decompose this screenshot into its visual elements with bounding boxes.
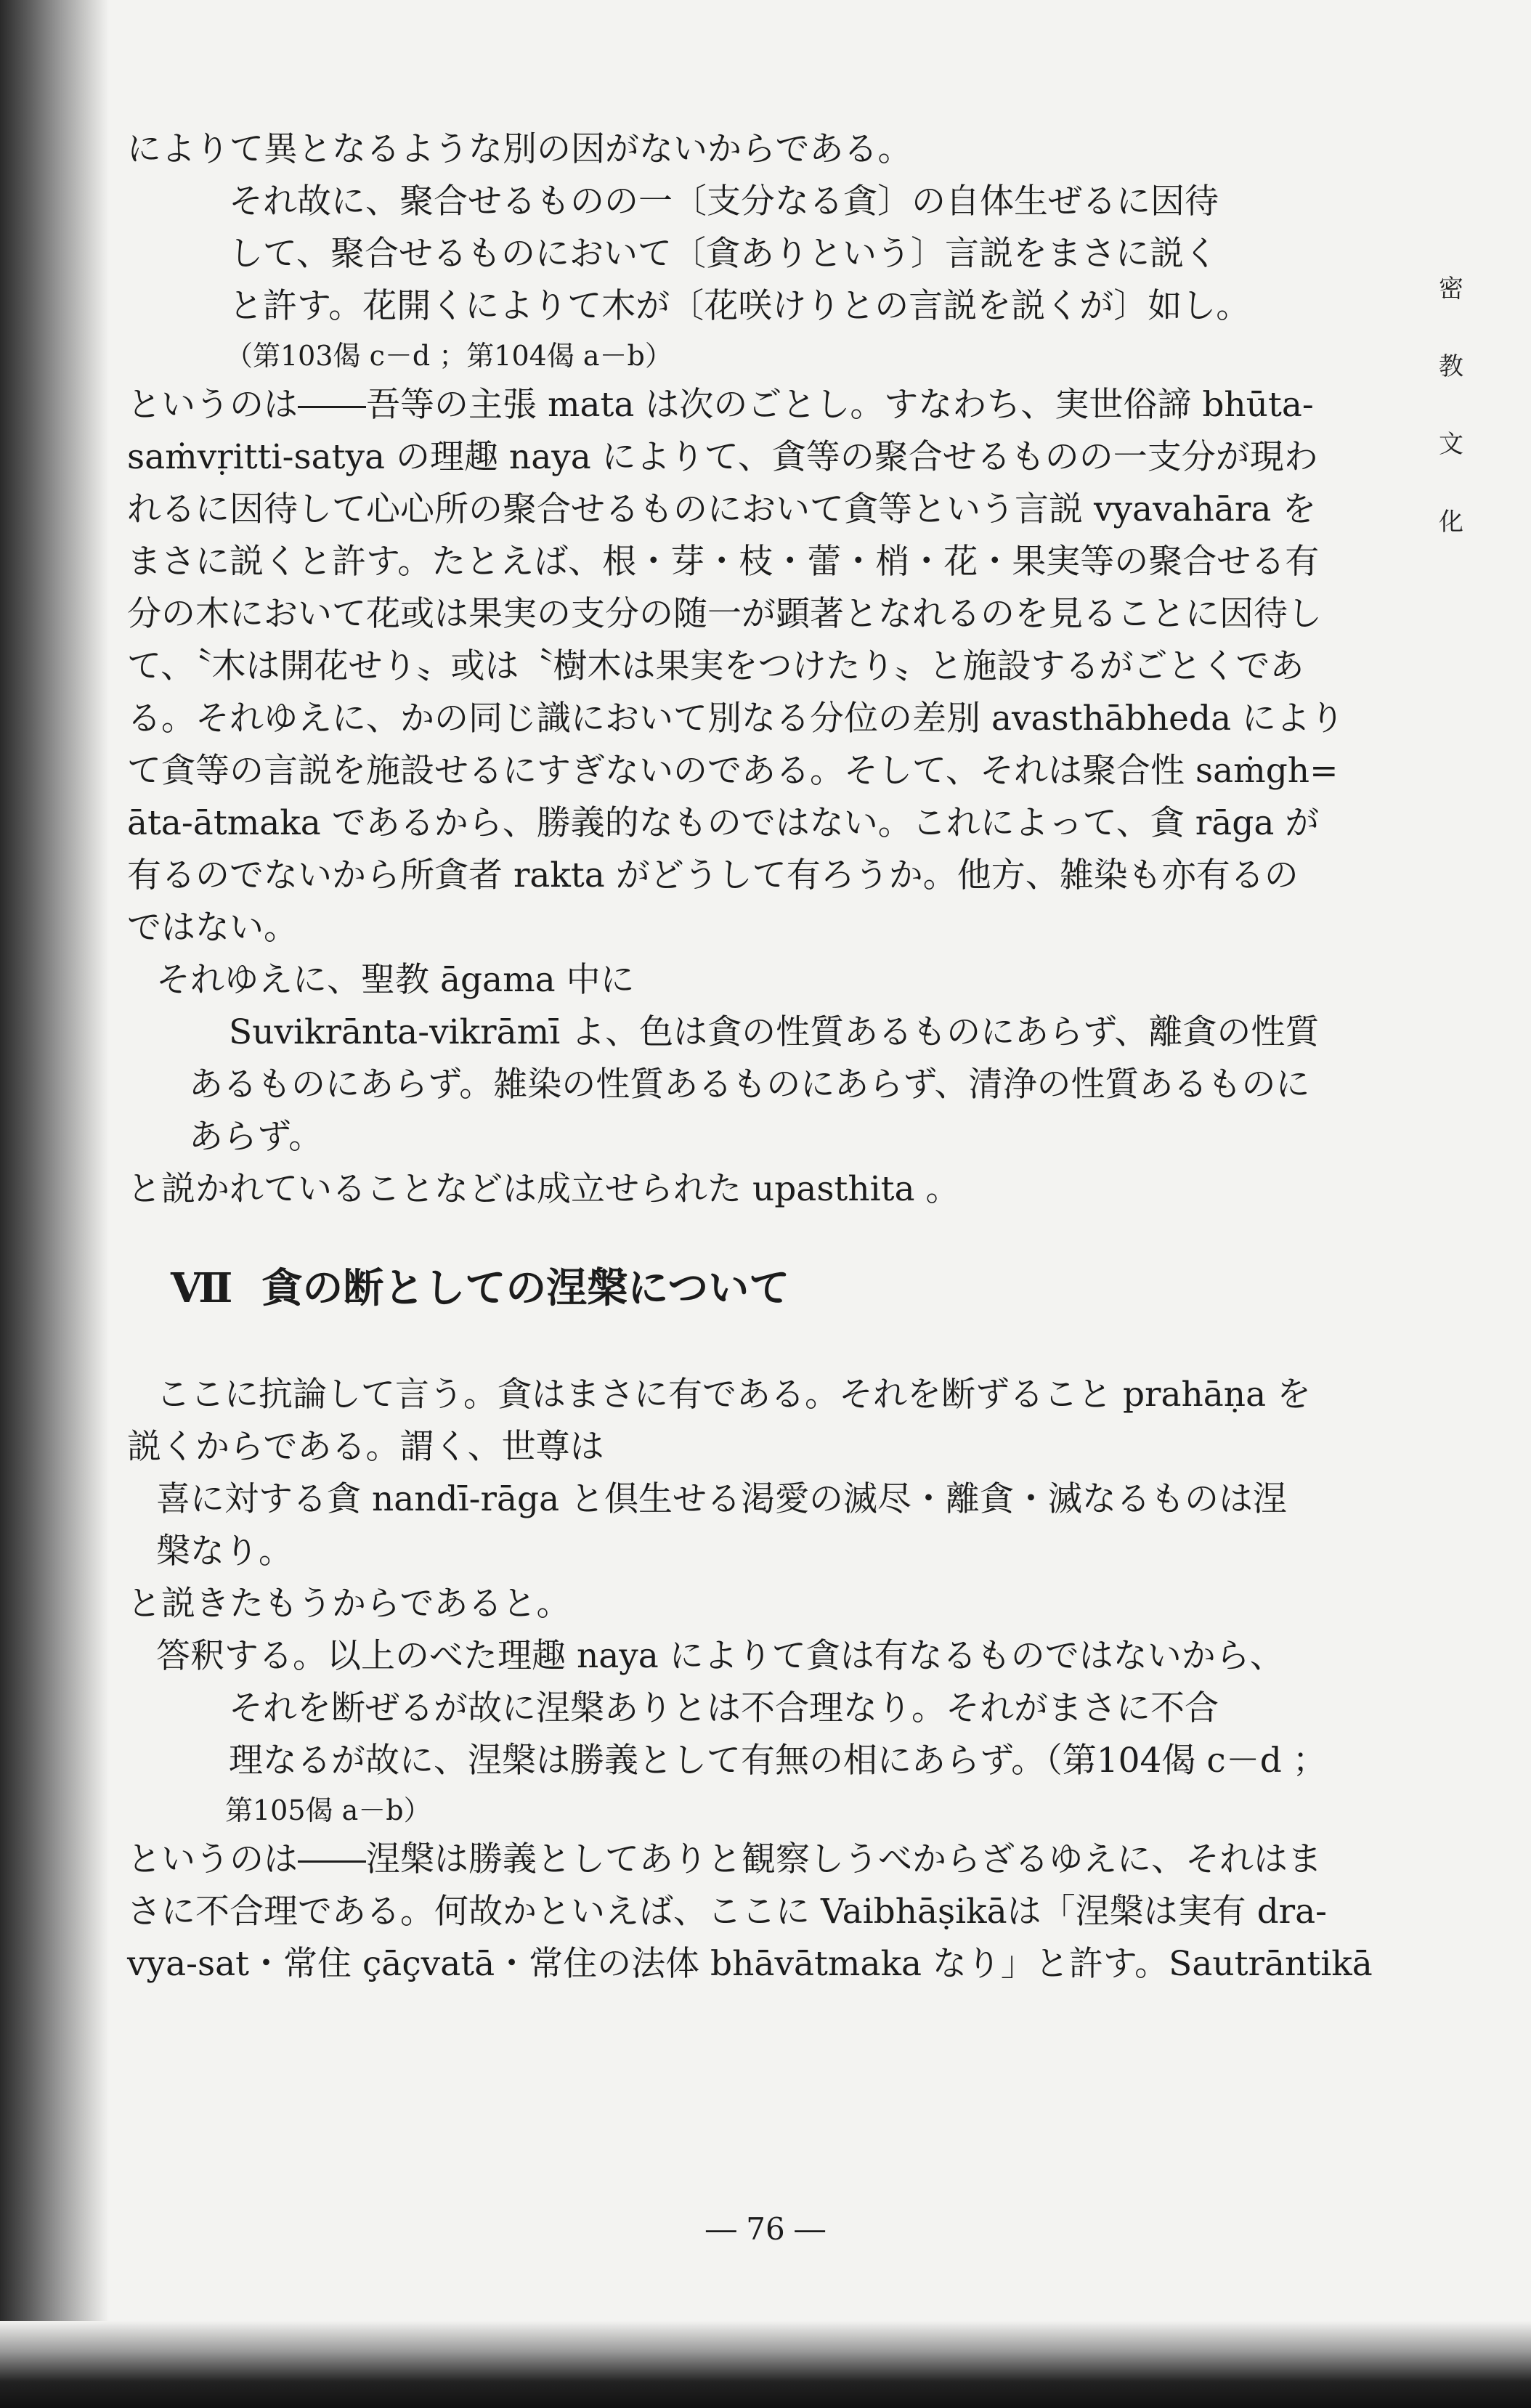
text-line: さに不合理である。何故かといえば、ここに Vaibhāṣikāは「涅槃は実有 dra- [127, 1892, 1328, 1932]
text-line: それゆえに、聖教 āgama 中に [156, 960, 635, 1000]
section-title: 貪の断としての涅槃について [261, 1265, 790, 1312]
text-line: ではない。 [127, 908, 298, 948]
text-line: と許す。花開くによりて木が〔花咲けりとの言説を説くが〕如し。 [229, 286, 1251, 326]
text-line: て貪等の言説を施設せるにすぎないのである。そして、それは聚合性 saṁgh= [127, 751, 1339, 791]
text-block-after-heading [127, 1369, 1405, 1990]
text-line: āta-ātmaka であるから、勝義的なものではない。これによって、貪 rāga が [127, 803, 1320, 843]
text-line: 答釈する。以上のべた理趣 naya によりて貪は有なるものではないから、 [156, 1636, 1284, 1676]
text-line: saṁvṛitti-satya の理趣 naya によりて、貪等の聚合せるものの一支分が現わ [127, 437, 1318, 477]
text-line: というのは――涅槃は勝義としてありと観察しうべからざるゆえに、それはま [127, 1839, 1322, 1879]
text-line: る。それゆえに、かの同じ識において別なる分位の差別 avasthābheda により [127, 699, 1345, 739]
text-line: と説かれていることなどは成立せられた upasthita 。 [127, 1169, 960, 1209]
text-line: 第105偈 a－b） [225, 1794, 431, 1826]
scan-bottom-shadow [0, 2321, 1531, 2408]
text-line: というのは――吾等の主張 mata は次のごとし。すなわち、実世俗諦 bhūta- [127, 385, 1314, 425]
spine-char: 教 [1439, 352, 1463, 381]
text-line: あらず。 [189, 1117, 323, 1157]
running-header-vertical [1429, 269, 1473, 537]
text-line: と説きたもうからであると。 [127, 1584, 571, 1624]
text-line: vya-sat・常住 çāçvatā・常住の法体 bhāvātmaka なり」と許す。Sautrāntikā [127, 1944, 1373, 1984]
page-number: ― 76 ― [705, 2211, 826, 2247]
text-line: 理なるが故に、涅槃は勝義として有無の相にあらず。（第104偈 c－d ； [229, 1741, 1327, 1781]
spine-char: 文 [1439, 430, 1463, 459]
text-line: あるものにあらず。雑染の性質あるものにあらず、清浄の性質あるものに [189, 1065, 1310, 1105]
text-line: Suvikrānta-vikrāmī よ、色は貪の性質あるものにあらず、離貪の性質 [229, 1012, 1320, 1052]
spine-char: 密 [1439, 274, 1463, 304]
text-line: まさに説くと許す。たとえば、根・芽・枝・蕾・梢・花・果実等の聚合せる有 [127, 542, 1320, 582]
section-heading [171, 1252, 1405, 1325]
text-line: ここに抗論して言う。貪はまさに有である。それを断ずること prahāṇa を [156, 1375, 1312, 1415]
text-line: それを断ぜるが故に涅槃ありとは不合理なり。それがまさに不合 [229, 1688, 1219, 1728]
text-line: それ故に、聚合せるものの一〔支分なる貪〕の自体生ぜるに因待 [229, 182, 1219, 221]
text-line: （第103偈 c－d ；第104偈 a－b） [225, 340, 673, 372]
body-text [127, 123, 1405, 1990]
text-line: 槃なり。 [156, 1532, 293, 1571]
section-number: Ⅶ [171, 1264, 233, 1312]
spine-char: 化 [1439, 508, 1463, 537]
text-line: 喜に対する貪 nandī-rāga と倶生せる渇愛の滅尽・離貪・滅なるものは涅 [156, 1479, 1288, 1519]
text-line: 分の木において花或は果実の支分の随一が顕著となれるのを見ることに因待し [127, 594, 1322, 634]
text-line: て、〝木は開花せり〟或は〝樹木は果実をつけたり〟と施設するがごとくであ [127, 646, 1304, 686]
text-line: 説くからである。謂く、世尊は [127, 1427, 604, 1467]
text-block-before-heading [127, 123, 1405, 1216]
text-line: れるに因待して心心所の聚合せるものにおいて貪等という言説 vyavahāra を [127, 489, 1317, 529]
text-line: して、聚合せるものにおいて〔貪ありという〕言説をまさに説く [229, 234, 1219, 274]
binding-shadow [0, 0, 109, 2408]
text-line: 有るのでないから所貪者 rakta がどうして有ろうか。他方、雑染も亦有るの [127, 855, 1299, 895]
text-line: によりて異となるような別の因がないからである。 [127, 129, 912, 169]
